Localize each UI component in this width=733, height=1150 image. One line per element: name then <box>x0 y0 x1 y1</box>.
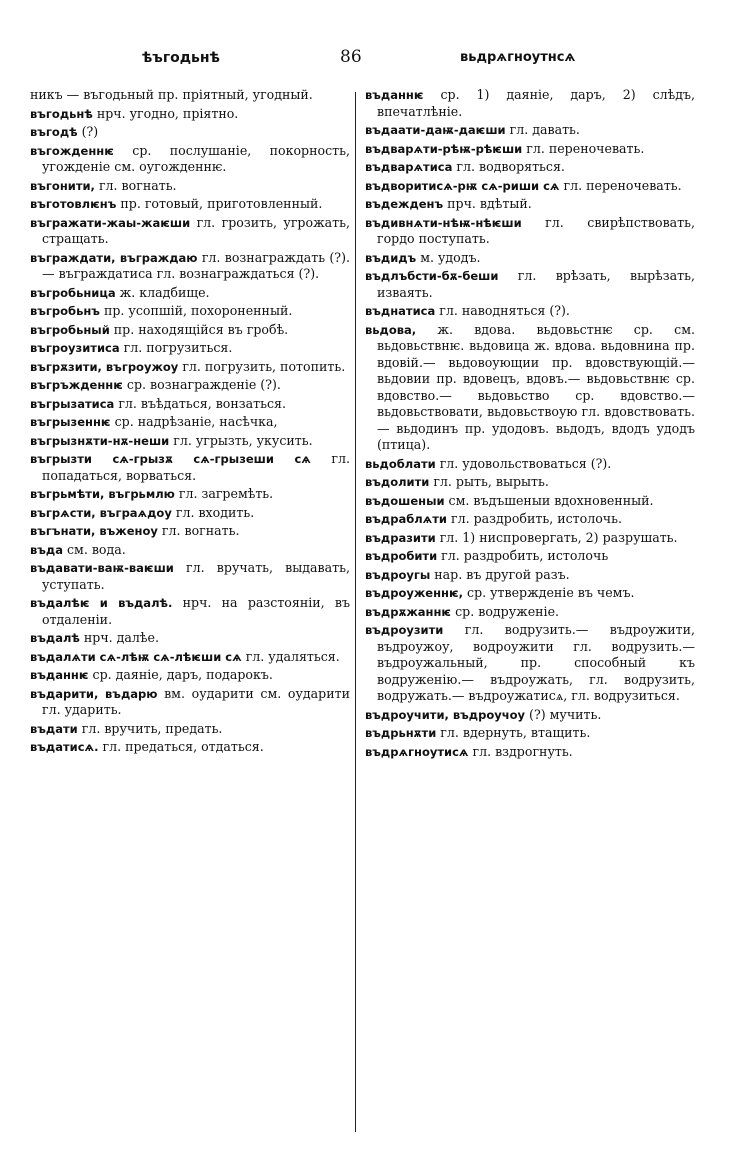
entry-definition: гл. загремѣть. <box>178 486 274 501</box>
entry-headword: въдалѧти сѧ-лѣѭ сѧ-лѣѥши сѧ <box>30 649 242 664</box>
entry-headword: въднатиса <box>365 304 436 318</box>
entry-definition: см. въдъшеныи вдохновенный. <box>448 492 654 508</box>
right-column <box>365 87 695 1138</box>
entry-definition: м. удодъ. <box>420 249 481 265</box>
entry-definition: гл. вогнать. <box>161 523 240 538</box>
dictionary-entry <box>365 250 695 267</box>
entry-definition: ср. послушаніе, покорность, угожденіе см. оугожденнѥ. <box>42 142 350 174</box>
entry-headword: въграждати, въграждаю <box>30 250 198 265</box>
entry-headword: въдварѧтиса <box>365 160 453 174</box>
entry-definition: гл. водворяться. <box>456 159 565 174</box>
entry-headword: въгожденнѥ <box>30 143 114 158</box>
entry-headword: въгрызатиса <box>30 396 115 411</box>
entry-headword: въдроугы <box>365 567 431 582</box>
entry-definition: вм. оударити см. оударити гл. ударить. <box>42 685 350 717</box>
entry-definition: гл. вручить, предать. <box>81 720 223 736</box>
entry-definition: ср. вознагражденіе (?). <box>126 377 281 392</box>
entry-headword: въдразити <box>365 530 436 545</box>
dictionary-entry <box>365 122 695 139</box>
dictionary-entry <box>30 250 350 283</box>
dictionary-entry <box>365 604 695 621</box>
dictionary-entry <box>365 159 695 176</box>
entry-definition: нар. въ другой разъ. <box>434 566 570 582</box>
dictionary-entry <box>30 414 350 431</box>
dictionary-entry <box>365 87 695 120</box>
entry-definition: ж. вдова. вьдовьстнѥ ср. см. вьдовьствнѥ. вьдовица ж. вдова. вьдовнина пр. вдовій.— вьдовоующии пр. вдовствующій.— вьдовии пр. вдовецъ, вдовъ.— вьдовьствнѥ ср. вдовство.— вьдовьство ср. вдовство.— вьдовьствовати, вьдовьствоую гл. вдовствовать.— вьдодинъ пр. удодовъ. вьдодъ, вдодъ удодъ (птица). <box>377 321 695 452</box>
entry-headword: въгробьнъ <box>30 304 100 318</box>
entry-definition: гл. удаляться. <box>245 648 340 664</box>
entry-definition: пр. находящійся въ гробѣ. <box>113 321 289 337</box>
entry-definition: гл. свирѣпствовать, гордо поступать. <box>377 214 695 246</box>
entry-headword: въдежденъ <box>365 197 444 211</box>
entry-headword: въгробьница <box>30 285 116 300</box>
entry-definition: гл. переночевать. <box>563 177 682 193</box>
entry-definition: ср. 1) даяніе, даръ, 2) слѣдъ, впечатлѣніе. <box>377 87 695 119</box>
entry-headword: въгрѧсти, въграѧдоу <box>30 505 172 520</box>
dictionary-entry <box>30 215 350 248</box>
entry-headword: въдроучити, въдроучоу <box>365 707 526 722</box>
entry-definition: нрч. далѣе. <box>83 630 159 645</box>
entry-headword: въдлъбсти-бѫ-беши <box>365 269 499 283</box>
entry-definition: (?) мучить. <box>529 706 602 722</box>
entry-definition: ср. водруженіе. <box>455 603 560 619</box>
entry-headword: въдалѣ <box>30 631 80 645</box>
dictionary-entry <box>365 303 695 320</box>
dictionary-entry <box>30 377 350 394</box>
entry-headword: въдроузити <box>365 623 444 637</box>
entry-definition: см. вода. <box>66 541 126 557</box>
entry-definition: прч. вдѣтый. <box>447 196 532 211</box>
entry-headword: вьдова, <box>365 322 417 337</box>
entry-definition: гл. рыть, вырыть. <box>433 474 549 489</box>
dictionary-entry <box>30 178 350 195</box>
entry-definition: гл. вогнать. <box>98 177 177 193</box>
entry-headword: въдроуженнѥ, <box>365 586 463 600</box>
entry-definition: гл. угрызть, укусить. <box>173 432 313 448</box>
running-header <box>30 47 710 74</box>
entry-definition: никъ — въгодьный пр. пріятный, угодный. <box>30 87 313 102</box>
dictionary-entry <box>30 143 350 176</box>
dictionary-entry <box>30 523 350 540</box>
entry-definition: ср. утвержденіе въ чемъ. <box>467 585 635 600</box>
entry-headword: въгрѫзити, въгроужоу <box>30 359 179 374</box>
dictionary-entry <box>30 396 350 413</box>
entry-definition: гл. раздробить, истолочь. <box>450 511 622 526</box>
entry-headword: въдивнѧти-нѣѭ-нѣѥши <box>365 215 522 230</box>
dictionary-entry <box>365 725 695 742</box>
dictionary-entry <box>30 721 350 738</box>
entry-headword: въдалѣѥ и въдалѣ. <box>30 596 173 610</box>
dictionary-entry <box>365 585 695 602</box>
entry-definition: гл. водрузить.— въдроужити, въдроужоу, водроужити гл. водрузить.— въдроужальный, пр. способный къ водруженію.— въдроужать, гл. водрузить, водружать.— въдроужатисѧ, гл. водрузиться. <box>377 622 695 703</box>
entry-headword: въгражати-жаы-жаѥши <box>30 215 191 230</box>
entry-headword: въдрьнѫти <box>365 726 437 740</box>
dictionary-entry <box>365 178 695 195</box>
dictionary-entry <box>30 667 350 684</box>
entry-definition: (?) <box>81 124 99 139</box>
entry-definition: пр. готовый, приготовленный. <box>120 196 323 211</box>
dictionary-entry <box>365 548 695 565</box>
dictionary-entry <box>30 87 350 104</box>
entry-headword: въгръжденнѥ <box>30 378 123 392</box>
dictionary-entry <box>30 542 350 559</box>
header-left-word: ѣъгодьнѣ <box>142 50 220 66</box>
dictionary-entry <box>365 530 695 547</box>
entry-definition: гл. погрузиться. <box>123 340 233 355</box>
entry-headword: въготовлѥнъ <box>30 197 117 211</box>
dictionary-entry <box>30 303 350 320</box>
entry-headword: въдарити, въдарю <box>30 686 158 701</box>
entry-headword: въдворитисѧ-рѭ сѧ-риши сѧ <box>365 178 560 193</box>
dictionary-entry <box>30 340 350 357</box>
dictionary-entry <box>30 285 350 302</box>
entry-definition: пр. усопшій, похороненный. <box>103 303 293 318</box>
entry-definition: гл. грозить, угрожать, стращать. <box>42 214 350 246</box>
entry-headword: въдолити <box>365 475 430 489</box>
entry-headword: въгрызеннѥ <box>30 415 111 429</box>
dictionary-entry <box>365 322 695 454</box>
dictionary-entry <box>365 196 695 213</box>
entry-headword: въданнѥ <box>365 88 424 102</box>
entry-headword: въдавати-ваѭ-ваѥши <box>30 561 174 575</box>
entry-headword: въданнѥ <box>30 668 89 682</box>
dictionary-entry <box>30 433 350 450</box>
entry-definition: нрч. на разстояніи, въ отдаленіи. <box>42 595 350 627</box>
entry-definition: гл. входить. <box>175 504 255 520</box>
entry-definition: гл. переночевать. <box>526 140 645 156</box>
entry-headword: въгроузитиса <box>30 341 120 355</box>
dictionary-entry <box>30 739 350 756</box>
entry-definition: ср. даяніе, даръ, подарокъ. <box>92 667 273 682</box>
dictionary-entry <box>30 124 350 141</box>
dictionary-entry <box>30 505 350 522</box>
entry-definition: гл. 1) ниспровергать, 2) разрушать. <box>439 529 678 545</box>
dictionary-entry <box>365 622 695 705</box>
entry-headword: въгодьнѣ <box>30 106 93 121</box>
dictionary-entry <box>365 511 695 528</box>
page-number: 86 <box>340 47 362 67</box>
entry-definition: гл. погрузить, потопить. <box>182 358 346 374</box>
entry-definition: гл. предаться, отдаться. <box>102 739 264 754</box>
entry-definition: гл. въѣдаться, вонзаться. <box>118 395 286 411</box>
dictionary-entry <box>30 686 350 719</box>
entry-headword: въгрызнѫти-нѫ-неши <box>30 433 170 448</box>
entry-headword: въгодѣ <box>30 125 78 139</box>
entry-headword: въдрѫжаннѥ <box>365 604 452 619</box>
dictionary-entry <box>365 744 695 761</box>
dictionary-entry <box>365 474 695 491</box>
dictionary-entry <box>30 451 350 484</box>
entry-definition: ср. надрѣзаніе, насѣчка, <box>114 414 278 429</box>
dictionary-entry <box>30 106 350 123</box>
entry-definition: гл. давать. <box>509 122 580 137</box>
dictionary-entry <box>30 630 350 647</box>
entry-definition: гл. наводняться (?). <box>439 303 570 318</box>
entry-definition: гл. врѣзать, вырѣзать, изваять. <box>377 268 695 300</box>
dictionary-entry <box>365 215 695 248</box>
entry-headword: въдробити <box>365 549 438 563</box>
column-divider <box>355 92 356 1132</box>
entry-definition: гл. вздрогнуть. <box>472 743 573 759</box>
entry-definition: ж. кладбище. <box>119 284 210 300</box>
entry-headword: въдварѧти-рѣѭ-рѣѥши <box>365 141 523 156</box>
left-column <box>30 87 350 1138</box>
entry-headword: въгонити, <box>30 178 95 193</box>
entry-headword: въгробьный <box>30 322 110 337</box>
dictionary-entry <box>365 141 695 158</box>
entry-headword: въдидъ <box>365 250 417 265</box>
entry-headword: въгрызти сѧ-грызѫ сѧ-грызеши сѧ <box>30 452 311 466</box>
dictionary-entry <box>30 649 350 666</box>
dictionary-entry <box>365 268 695 301</box>
entry-definition: гл. попадаться, ворваться. <box>42 451 350 483</box>
entry-definition: гл. вознаграждать (?).— въграждатиса гл. вознаграждаться (?). <box>42 249 350 281</box>
header-right-word: вьдрѧгноутнсѧ <box>460 50 576 65</box>
dictionary-entry <box>30 595 350 628</box>
dictionary-entry <box>30 196 350 213</box>
dictionary-entry <box>365 567 695 584</box>
entry-definition: нрч. угодно, пріятно. <box>96 105 239 121</box>
dictionary-entry <box>365 456 695 473</box>
dictionary-entry <box>30 359 350 376</box>
dictionary-entry <box>30 560 350 593</box>
entry-headword: вьдоблати <box>365 456 436 471</box>
entry-definition: гл. раздробить, истолочь <box>441 548 609 563</box>
dictionary-entry <box>365 707 695 724</box>
dictionary-entry <box>365 493 695 510</box>
entry-headword: въдошеныи <box>365 493 445 508</box>
entry-headword: въда <box>30 542 63 557</box>
entry-headword: въдатисѧ. <box>30 740 99 754</box>
dictionary-entry <box>30 486 350 503</box>
entry-headword: въдаати-даѭ-даѥши <box>365 123 506 137</box>
entry-headword: въдраблѧти <box>365 512 447 526</box>
entry-headword: въдрѧгноутисѧ <box>365 744 469 759</box>
entry-headword: въгънати, въженоу <box>30 524 158 538</box>
entry-definition: гл. вручать, выдавать, уступать. <box>42 560 350 592</box>
entry-definition: гл. удовольствоваться (?). <box>439 455 612 471</box>
entry-definition: гл. вдернуть, втащить. <box>440 725 591 740</box>
entry-headword: въгрьмѣти, въгрьмлю <box>30 487 175 501</box>
dictionary-entry <box>30 322 350 339</box>
entry-headword: въдати <box>30 721 78 736</box>
